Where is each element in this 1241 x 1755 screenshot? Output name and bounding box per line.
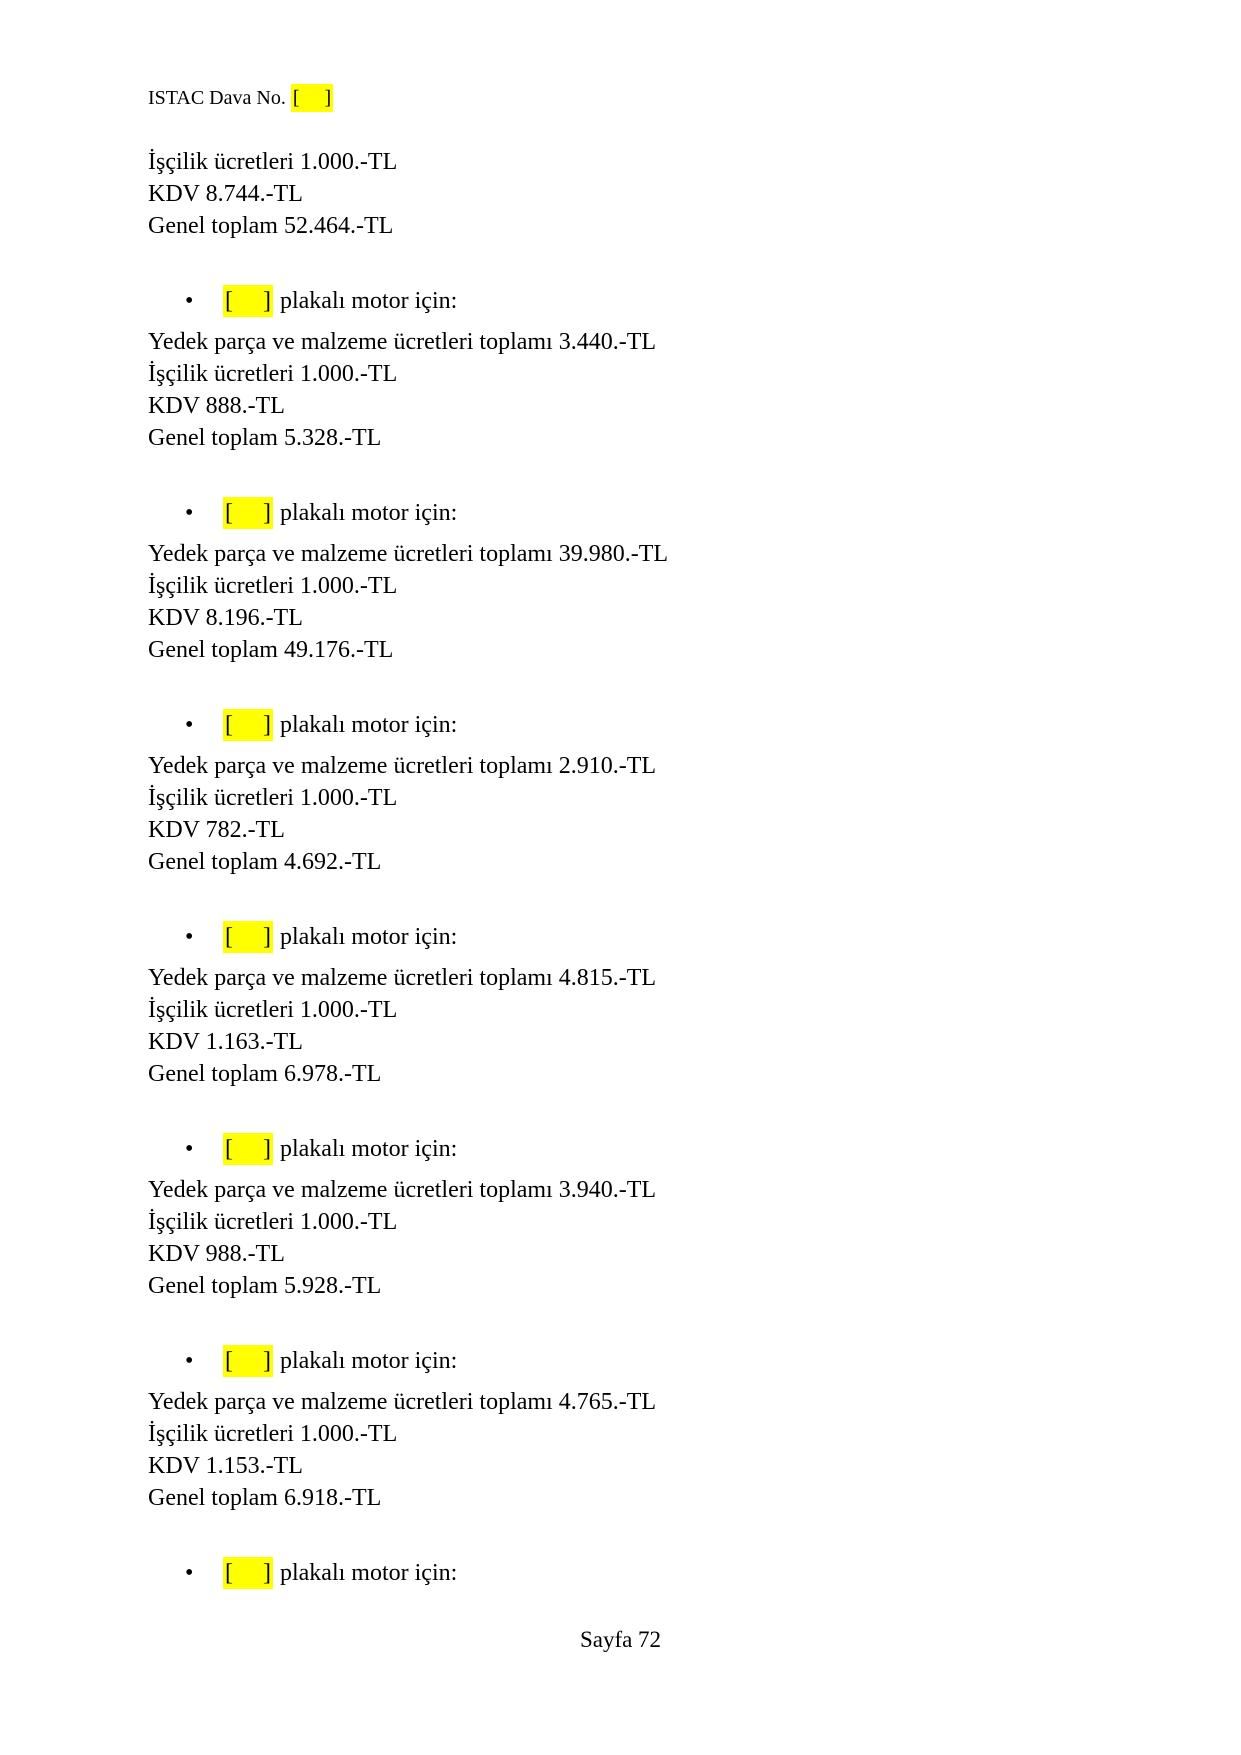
cost-line: İşçilik ücretleri 1.000.-TL (148, 997, 398, 1023)
cost-block (148, 326, 1091, 454)
bullet-item-label: plakalı motor için: (279, 1348, 458, 1374)
case-label: ISTAC Dava No. (148, 87, 286, 109)
bullet-item (148, 709, 1091, 741)
cost-line: Genel toplam 4.692.-TL (148, 849, 382, 875)
bullet-icon (185, 1345, 223, 1377)
cost-line: KDV 1.163.-TL (148, 1029, 303, 1055)
cost-line: Genel toplam 52.464.-TL (148, 213, 394, 239)
cost-line: Genel toplam 49.176.-TL (148, 637, 394, 663)
page-number (0, 1624, 1241, 1656)
cost-line: KDV 988.-TL (148, 1241, 285, 1267)
cost-line: Yedek parça ve malzeme ücretleri toplamı 4.815.-TL (148, 965, 657, 991)
cost-line: İşçilik ücretleri 1.000.-TL (148, 573, 398, 599)
cost-line: KDV 8.196.-TL (148, 605, 303, 631)
bullet-item-label: plakalı motor için: (279, 1560, 458, 1586)
plate-redaction-highlight: [ ] (223, 1345, 273, 1377)
bullet-item-label: plakalı motor için: (279, 712, 458, 738)
bullet-item (148, 1133, 1091, 1165)
plate-redaction-highlight: [ ] (223, 1133, 273, 1165)
cost-line: İşçilik ücretleri 1.000.-TL (148, 149, 398, 175)
plate-redaction-highlight: [ ] (223, 285, 273, 317)
cost-line: İşçilik ücretleri 1.000.-TL (148, 1421, 398, 1447)
cost-line: Genel toplam 6.918.-TL (148, 1485, 382, 1511)
bullet-icon (185, 497, 223, 529)
bullet-item-label: plakalı motor için: (279, 1136, 458, 1162)
cost-line: Genel toplam 5.928.-TL (148, 1273, 382, 1299)
bullet-item (148, 1557, 1091, 1589)
cost-line: Yedek parça ve malzeme ücretleri toplamı 3.440.-TL (148, 329, 657, 355)
page-number-label: Sayfa 72 (579, 1627, 662, 1652)
bullet-item-label: plakalı motor için: (279, 924, 458, 950)
cost-line: Yedek parça ve malzeme ücretleri toplamı 3.940.-TL (148, 1177, 657, 1203)
cost-line: İşçilik ücretleri 1.000.-TL (148, 361, 398, 387)
cost-line: Yedek parça ve malzeme ücretleri toplamı 4.765.-TL (148, 1389, 657, 1415)
cost-line: İşçilik ücretleri 1.000.-TL (148, 785, 398, 811)
cost-block (148, 962, 1091, 1090)
bullet-item-label: plakalı motor için: (279, 500, 458, 526)
cost-block (148, 1174, 1091, 1302)
bullet-item (148, 497, 1091, 529)
case-no-redaction-highlight: [ ] (291, 84, 333, 112)
case-header (148, 82, 1091, 114)
cost-line: Yedek parça ve malzeme ücretleri toplamı 2.910.-TL (148, 753, 657, 779)
bullet-icon (185, 1557, 223, 1589)
cost-line: İşçilik ücretleri 1.000.-TL (148, 1209, 398, 1235)
cost-line: Genel toplam 6.978.-TL (148, 1061, 382, 1087)
cost-line: KDV 888.-TL (148, 393, 285, 419)
bullet-item (148, 285, 1091, 317)
cost-block (148, 538, 1091, 666)
bullet-item-label: plakalı motor için: (279, 288, 458, 314)
cost-line: KDV 8.744.-TL (148, 181, 303, 207)
bullet-item (148, 1345, 1091, 1377)
cost-block (148, 750, 1091, 878)
cost-line: KDV 782.-TL (148, 817, 285, 843)
bullet-icon (185, 921, 223, 953)
cost-line: Yedek parça ve malzeme ücretleri toplamı 39.980.-TL (148, 541, 669, 567)
plate-redaction-highlight: [ ] (223, 921, 273, 953)
plate-redaction-highlight: [ ] (223, 497, 273, 529)
bullet-item (148, 921, 1091, 953)
plate-redaction-highlight: [ ] (223, 1557, 273, 1589)
cost-block-intro (148, 146, 1091, 242)
bullet-icon (185, 285, 223, 317)
cost-line: KDV 1.153.-TL (148, 1453, 303, 1479)
cost-block (148, 1386, 1091, 1514)
bullet-icon (185, 1133, 223, 1165)
plate-redaction-highlight: [ ] (223, 709, 273, 741)
bullet-icon (185, 709, 223, 741)
cost-line: Genel toplam 5.328.-TL (148, 425, 382, 451)
